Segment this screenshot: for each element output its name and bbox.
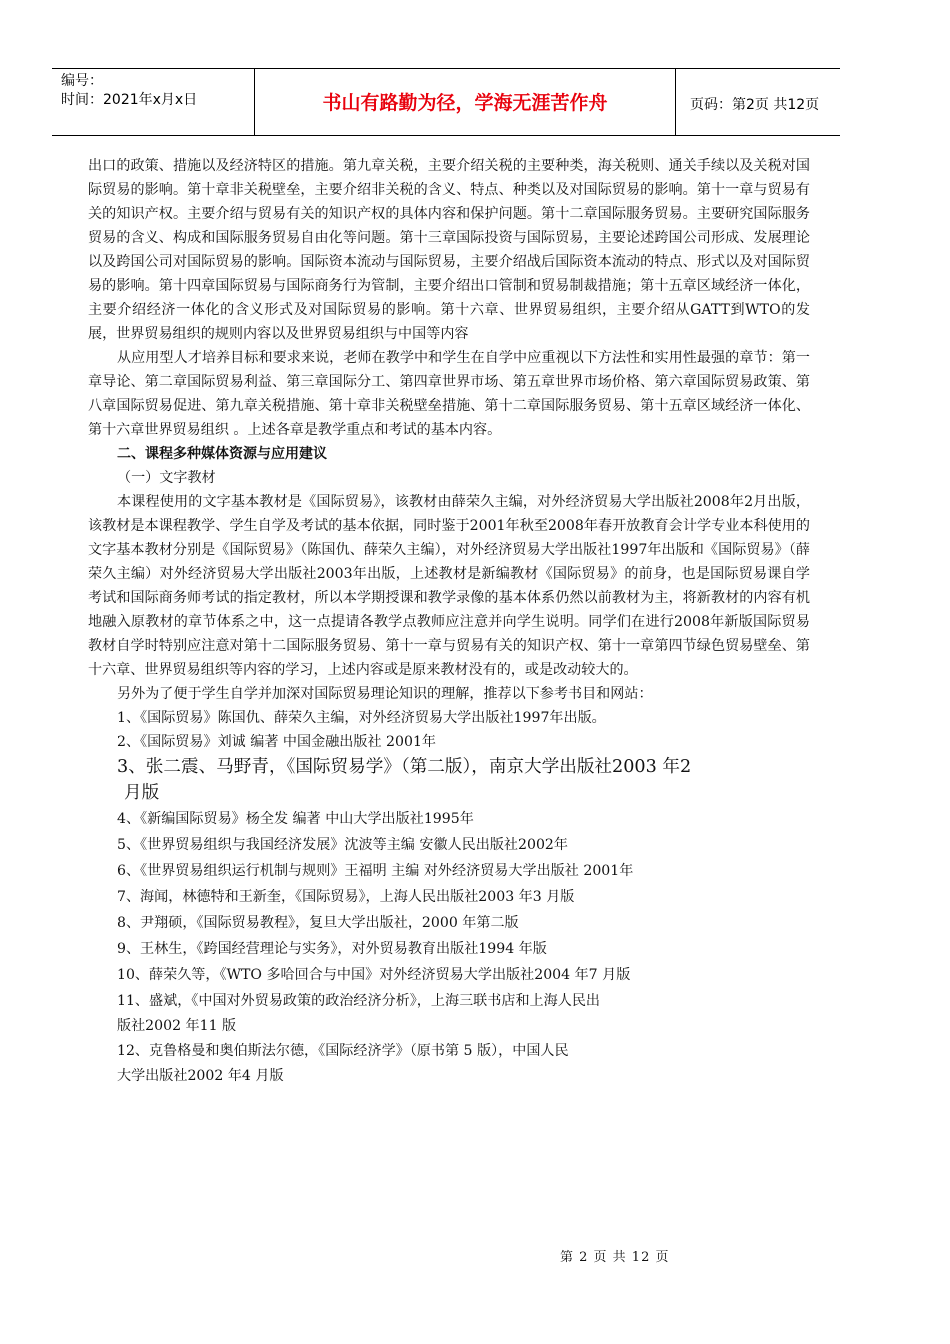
reference-item: 4、《新编国际贸易》杨全发 编著 中山大学出版社1995年 xyxy=(117,811,474,827)
paragraph-textbook: 本课程使用的文字基本教材是《国际贸易》，该教材由薛荣久主编，对外经济贸易大学出版社2008年2月出版，该教材是本课程教学、学生自学及考试的基本依据，同时鉴于2001年秋至2008年春开放教育会计学专业本科使用的文字基本教材分别是《国际贸易》（陈国仇、薛荣久主编），对外经济贸易大学出版社1997年出版和《国际贸易》（薛荣久主编）对外经济贸易大学出版社2003年出版，上述教材是新编教材《国际贸易》的前身，也是国际贸易课自学考试和国际商务师考试的指定教材，所以本学期授课和教学录像的基本体系仍然以前教材为主，将新教材的内容有机地融入原教材的章节体系之中，这一点提请各教学点教师应注意并向学生说明。同学们在进行2008年新版国际贸易教材自学时特别应注意对第十二国际服务贸易、第十一章与贸易有关的知识产权、第十一章第四节绿色贸易壁垒、第十六章、世界贸易组织等内容的学习，上述内容或是原来教材没有的，或是改动较大的。 xyxy=(88,494,810,678)
reference-item: 11、盛斌，《中国对外贸易政策的政治经济分析》，上海三联书店和上海人民出 xyxy=(117,993,601,1009)
paragraph-references-intro: 另外为了便于学生自学并加深对国际贸易理论知识的理解，推荐以下参考书目和网站： xyxy=(117,686,653,702)
document-number-label: 编号： xyxy=(61,73,103,89)
reference-item: 1、《国际贸易》陈国仇、薛荣久主编，对外经济贸易大学出版社1997年出版。 xyxy=(117,710,606,726)
reference-item-continuation: 版社2002 年11 版 xyxy=(117,1018,237,1034)
header-page-info: 页码：第2页 共12页 xyxy=(690,97,820,113)
reference-item: 3、张二震、马野青，《国际贸易学》（第二版），南京大学出版社2003 年2 xyxy=(117,757,692,777)
header-motto: 书山有路勤为径，学海无涯苦作舟 xyxy=(322,92,608,114)
reference-item: 6、《世界贸易组织运行机制与规则》王福明 主编 对外经济贸易大学出版社 2001年 xyxy=(117,863,634,879)
header-middle-cell xyxy=(254,69,676,135)
paragraph-key-chapters: 从应用型人才培养目标和要求来说，老师在教学中和学生在自学中应重视以下方法性和实用性最强的章节：第一章导论、第二章国际贸易利益、第三章国际分工、第四章世界市场、第五章世界市场价格、第六章国际贸易政策、第八章国际贸易促进、第九章关税措施、第十章非关税壁垒措施、第十二章国际服务贸易、第十五章区域经济一体化、第十六章世界贸易组织 。上述各章是教学重点和考试的基本内容。 xyxy=(88,350,810,438)
header-left-cell xyxy=(52,69,254,135)
subsection-heading: （一）文字教材 xyxy=(117,470,216,486)
reference-item-continuation: 月版 xyxy=(124,783,160,803)
reference-item-continuation: 大学出版社2002 年4 月版 xyxy=(117,1068,284,1084)
page-header xyxy=(52,68,840,136)
reference-item: 7、海闻，林德特和王新奎，《国际贸易》，上海人民出版社2003 年3 月版 xyxy=(117,889,575,905)
document-time-label: 时间：2021年x月x日 xyxy=(61,92,198,108)
paragraph-chapters-overview: 出口的政策、措施以及经济特区的措施。第九章关税，主要介绍关税的主要种类，海关税则、通关手续以及关税对国际贸易的影响。第十章非关税壁垒，主要介绍非关税的含义、特点、种类以及对国际贸易的影响。第十一章与贸易有关的知识产权。主要介绍与贸易有关的知识产权的具体内容和保护问题。第十二章国际服务贸易。主要研究国际服务贸易的含义、构成和国际服务贸易自由化等问题。第十三章国际投资与国际贸易，主要论述跨国公司形成、发展理论以及跨国公司对国际贸易的影响。国际资本流动与国际贸易，主要介绍战后国际资本流动的特点、形式以及对国际贸易的影响。第十四章国际贸易与国际商务行为管制，主要介绍出口管制和贸易制裁措施；第十五章区域经济一体化，主要介绍经济一体化的含义形式及对国际贸易的影响。第十六章、世界贸易组织，主要介绍从GATT到WTO的发展，世界贸易组织的规则内容以及世界贸易组织与中国等内容 xyxy=(88,158,810,342)
reference-item: 10、薛荣久等，《WTO 多哈回合与中国》对外经济贸易大学出版社2004 年7 月版 xyxy=(117,967,631,983)
reference-item: 9、王林生，《跨国经营理论与实务》，对外贸易教育出版社1994 年版 xyxy=(117,941,547,957)
header-right-cell xyxy=(676,69,840,135)
reference-item: 2、《国际贸易》刘诚 编著 中国金融出版社 2001年 xyxy=(117,734,437,750)
document-body xyxy=(88,154,810,1088)
reference-item: 8、尹翔硕，《国际贸易教程》，复旦大学出版社，2000 年第二版 xyxy=(117,915,519,931)
reference-item: 5、《世界贸易组织与我国经济发展》沈波等主编 安徽人民出版社2002年 xyxy=(117,837,568,853)
reference-item: 12、克鲁格曼和奥伯斯法尔德，《国际经济学》（原书第 5 版），中国人民 xyxy=(117,1043,569,1059)
page-footer: 第 2 页 共 12 页 xyxy=(560,1250,670,1265)
section-heading: 二、课程多种媒体资源与应用建议 xyxy=(117,446,327,462)
